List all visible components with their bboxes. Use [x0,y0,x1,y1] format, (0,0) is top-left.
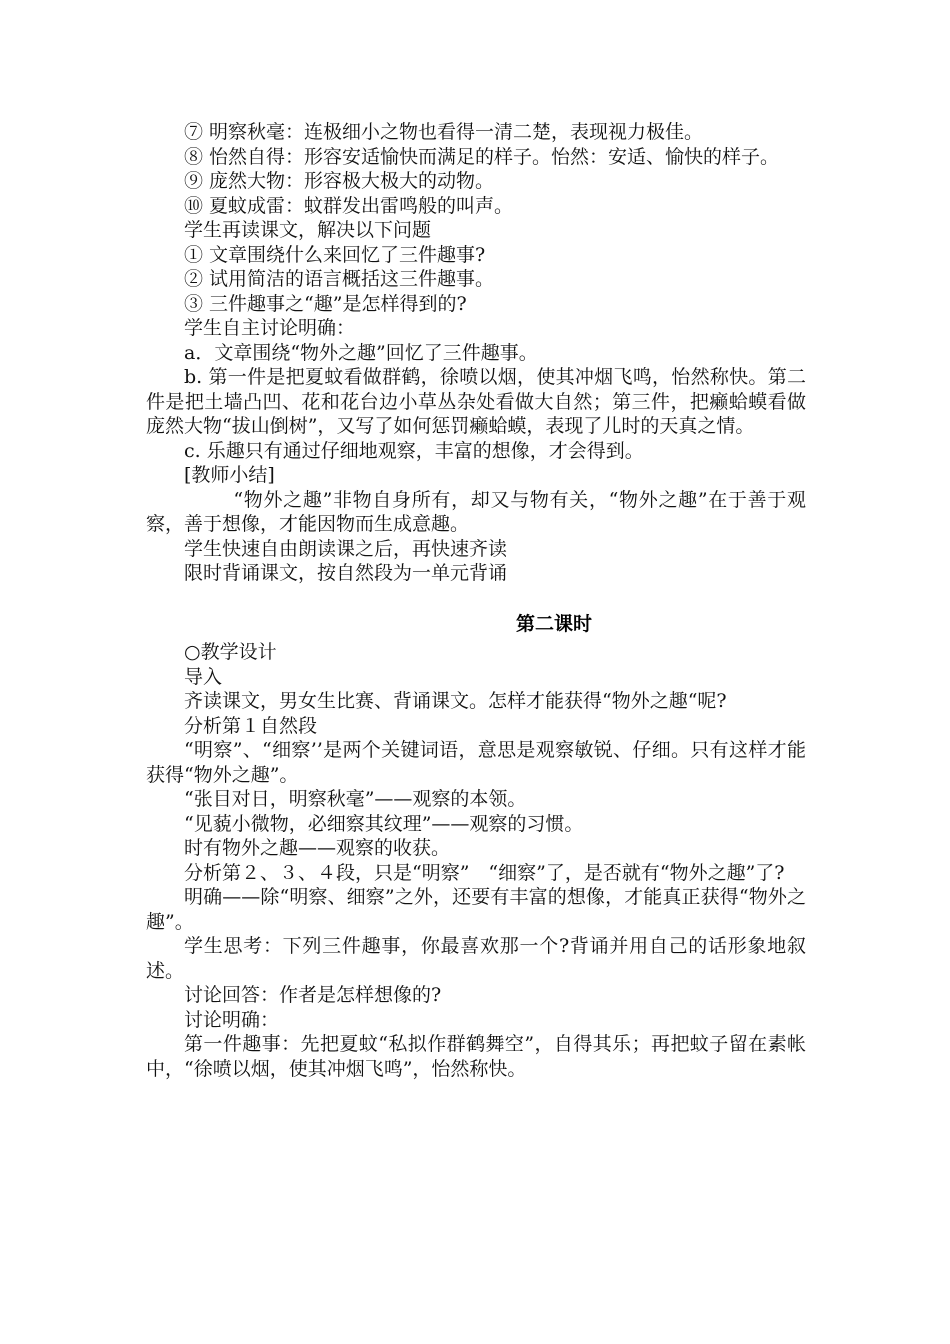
idiom-item: ⑨ 庞然大物：形容极大极大的动物。 [184,170,495,192]
paragraph: 时有物外之趣——观察的收获。 [184,837,451,859]
paragraph: 分析第２、３、４段，只是“明察” “细察”了，是否就有“物外之趣”了? [184,861,785,884]
paragraph: “张目对日，明察秋毫”——观察的本领。 [184,788,527,810]
paragraph: 明确——除“明察、细察”之外，还要有丰富的想像，才能真正获得“物外之趣”。 [146,886,806,933]
paragraph: 讨论回答：作者是怎样想像的? [184,984,442,1006]
instruction-line: 学生快速自由朗读课之后，再快速齐读 [184,537,508,560]
instruction-line: 学生自主讨论明确： [184,317,356,339]
answer-item: b. 第一件是把夏蚊看做群鹤，徐喷以烟，使其冲烟飞鸣，怡然称快。第二件是把土墙凸凹、花和花台边小草丛杂处看做大自然；第三件，把癞蛤蟆看做庞然大物“拔山倒树”，又写了如何惩罚癞蛤蟆，表现了儿时的天真之情。 [146,366,806,437]
section-label: ○教学设计 [184,641,277,663]
paragraph: 学生思考：下列三件趣事，你最喜欢那一个?背诵并用自己的话形象地叙述。 [146,935,806,982]
instruction-line: 限时背诵课文，按自然段为一单元背诵 [184,562,508,584]
teacher-summary-text: “物外之趣”非物自身所有，却又与物有关，“物外之趣”在于善于观察，善于想像，才能因物而生成意趣。 [146,488,806,535]
section-label: 分析第１自然段 [184,714,318,737]
question-item: ② 试用简洁的语言概括这三件趣事。 [184,268,495,290]
teacher-summary-label: [教师小结] [184,464,275,486]
document-body [146,120,806,1081]
paragraph: “见藐小微物，必细察其纹理”——观察的习惯。 [184,812,584,835]
answer-item: a．文章围绕“物外之趣”回忆了三件趣事。 [184,341,538,364]
idiom-item: ⑧ 怡然自得：形容安适愉快而满足的样子。怡然：安适、愉快的样子。 [184,145,780,168]
instruction-line: 学生再读课文，解决以下问题 [184,219,432,241]
section-label: 导入 [184,665,223,688]
paragraph: 齐读课文，男女生比赛、背诵课文。怎样才能获得“物外之趣“呢? [184,690,727,712]
answer-item: c. 乐趣只有通过仔细地观察，丰富的想像，才会得到。 [184,439,644,462]
question-item: ③ 三件趣事之“趣”是怎样得到的? [184,292,467,315]
question-item: ① 文章围绕什么来回忆了三件趣事? [184,243,486,266]
paragraph: 讨论明确： [184,1008,280,1031]
idiom-item: ⑩ 夏蚊成雷：蚊群发出雷鸣般的叫声。 [184,194,514,217]
section-heading: 第二课时 [516,612,593,635]
paragraph: 第一件趣事：先把夏蚊“私拟作群鹤舞空”，自得其乐；再把蚊子留在素帐中，“徐喷以烟，使其冲烟飞鸣”，怡然称快。 [146,1033,806,1080]
paragraph: “明察”、“细察’’是两个关键词语，意思是观察敏锐、仔细。只有这样才能获得“物外之趣”。 [146,739,806,786]
idiom-item: ⑦ 明察秋毫：连极细小之物也看得一清二楚，表现视力极佳。 [184,121,704,143]
